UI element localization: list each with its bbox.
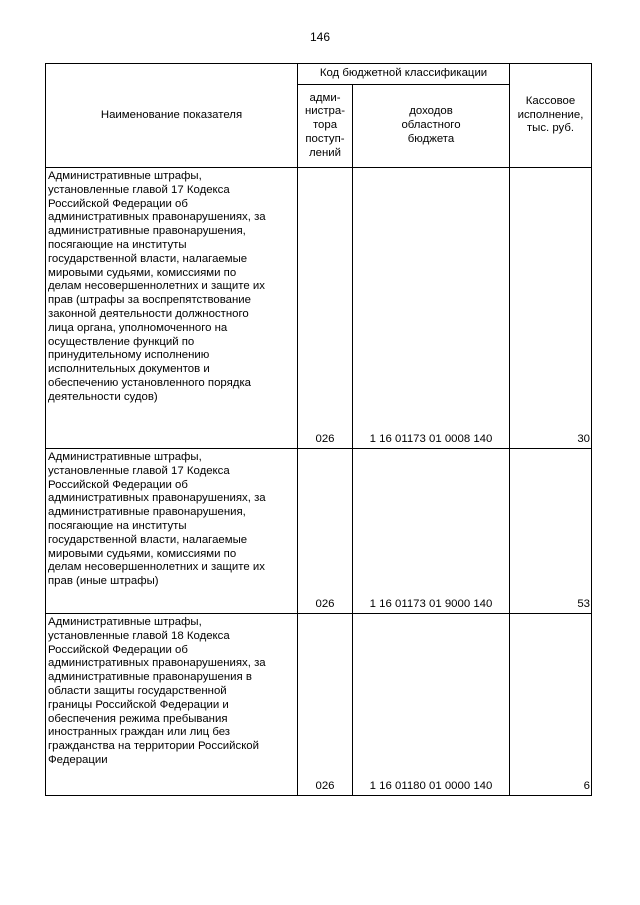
cash-execution-header xyxy=(510,64,592,168)
indicator-name-line: административные правонарушения, xyxy=(48,225,246,238)
table-row xyxy=(46,614,592,796)
cash-execution-header-line: исполнение, xyxy=(517,108,584,121)
indicator-name-line: административные правонарушения в xyxy=(48,671,252,684)
indicator-name-line: принудительному исполнению xyxy=(48,349,210,362)
indicator-name-line: деятельности судов) xyxy=(48,390,158,403)
administrator-header xyxy=(298,85,353,168)
cash-amount-cell: 53 xyxy=(510,449,592,614)
indicator-name-line: прав (штрафы за воспрепятствование xyxy=(48,294,251,307)
indicator-name-line: посягающие на институты xyxy=(48,519,187,532)
table-row xyxy=(46,449,592,614)
indicator-name-line: обеспечению установленного порядка xyxy=(48,376,252,389)
indicator-name-line: Административные штрафы, xyxy=(48,616,202,628)
administrator-header-line: поступ- xyxy=(305,132,345,145)
indicator-name-cell xyxy=(46,449,298,614)
administrator-header-line: тора xyxy=(312,119,338,132)
indicator-name-line: административных правонарушениях, за xyxy=(48,657,266,670)
indicator-name-line: обеспечения режима пребывания xyxy=(48,712,228,725)
indicator-name-line: административных правонарушениях, за xyxy=(48,211,266,224)
indicator-name-line: государственной власти, налагаемые xyxy=(48,252,248,265)
table-row xyxy=(46,168,592,449)
cash-execution-header-line: тыс. руб. xyxy=(526,122,575,135)
administrator-header-line: лений xyxy=(309,146,341,159)
indicator-name-line: мировыми судьями, комиссиями по xyxy=(48,266,237,279)
income-code-cell: 1 16 01180 01 0000 140 xyxy=(353,614,510,796)
indicator-name-line: делам несовершеннолетних и защите их xyxy=(48,280,265,293)
indicator-name-line: установленные главой 17 Кодекса xyxy=(48,464,230,477)
indicator-name-line: Административные штрафы, xyxy=(48,451,202,463)
table-header-row-1 xyxy=(46,64,592,85)
indicator-name-line: Российской Федерации об xyxy=(48,643,188,656)
administrator-code-cell: 026 xyxy=(298,614,353,796)
indicator-name-line: лица органа, уполномоченного на xyxy=(48,321,228,334)
regional-income-header-line: доходов xyxy=(409,105,453,118)
administrator-code-cell: 026 xyxy=(298,449,353,614)
indicator-name-line: прав (иные штрафы) xyxy=(48,575,159,588)
indicator-name-line: Российской Федерации об xyxy=(48,197,188,210)
regional-income-header-line: бюджета xyxy=(407,132,455,145)
indicator-name-line: Российской Федерации об xyxy=(48,478,188,491)
indicator-name-line: Федерации xyxy=(48,753,108,766)
indicator-name-line: установленные главой 17 Кодекса xyxy=(48,183,230,196)
indicator-name-line: иностранных граждан или лиц без xyxy=(48,726,231,739)
page-number: 146 xyxy=(309,30,331,44)
indicator-name-line: административных правонарушениях, за xyxy=(48,492,266,505)
cash-execution-header-line: Кассовое xyxy=(525,94,576,107)
budget-classification-code-header: Код бюджетной классификации xyxy=(298,64,510,85)
indicator-name-line: Административные штрафы, xyxy=(48,170,202,182)
budget-execution-table xyxy=(45,63,592,796)
cash-amount-cell: 30 xyxy=(510,168,592,449)
indicator-name-line: осуществление функций по xyxy=(48,335,195,348)
indicator-name-line: законной деятельности должностного xyxy=(48,307,249,320)
administrator-header-line: адми- xyxy=(309,91,341,104)
income-code-cell: 1 16 01173 01 9000 140 xyxy=(353,449,510,614)
indicator-name-line: административные правонарушения, xyxy=(48,506,246,519)
indicator-name-line: границы Российской Федерации и xyxy=(48,698,229,711)
indicator-name-line: установленные главой 18 Кодекса xyxy=(48,629,230,642)
indicator-name-line: гражданства на территории Российской xyxy=(48,740,259,753)
cash-amount-cell: 6 xyxy=(510,614,592,796)
indicator-name-line: области защиты государственной xyxy=(48,684,227,697)
income-code-cell: 1 16 01173 01 0008 140 xyxy=(353,168,510,449)
indicator-name-line: государственной власти, налагаемые xyxy=(48,533,248,546)
regional-income-header-line: областного xyxy=(401,119,461,132)
indicator-name-line: исполнительных документов и xyxy=(48,363,210,376)
administrator-code-cell: 026 xyxy=(298,168,353,449)
indicator-name-line: делам несовершеннолетних и защите их xyxy=(48,561,265,574)
indicator-name-line: мировыми судьями, комиссиями по xyxy=(48,547,237,560)
indicator-name-cell xyxy=(46,614,298,796)
administrator-header-line: нистра- xyxy=(304,105,346,118)
indicator-name-line: посягающие на институты xyxy=(48,238,187,251)
regional-income-header xyxy=(353,85,510,168)
indicator-name-header: Наименование показателя xyxy=(46,64,298,168)
indicator-name-cell xyxy=(46,168,298,449)
